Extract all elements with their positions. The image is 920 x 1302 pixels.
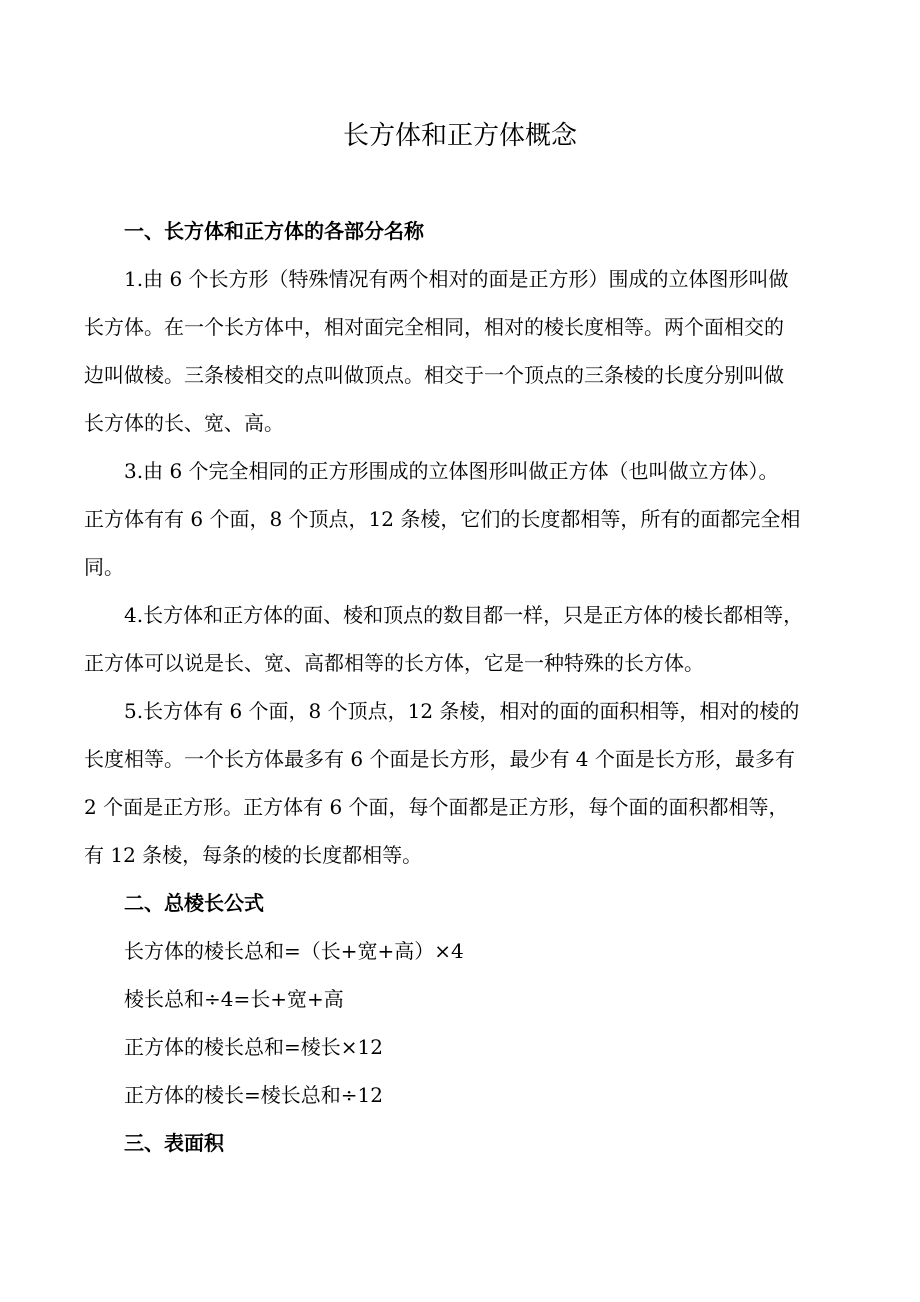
formula-cube-edge-sum: 正方体的棱长总和=棱长×12 [124,1035,383,1059]
section-heading-parts: 一、长方体和正方体的各部分名称 [124,219,424,243]
paragraph-1 [84,255,840,447]
paragraph-line: 长度相等。一个长方体最多有 6 个面是长方形，最少有 4 个面是长方形，最多有 [84,747,795,771]
section-heading-surface-area: 三、表面积 [124,1131,224,1155]
document-body [84,207,840,1167]
paragraph-4 [84,591,840,687]
paragraph-3 [84,447,840,591]
paragraph-line: 长方体。在一个长方体中，相对面完全相同，相对的棱长度相等。两个面相交的 [84,315,784,339]
paragraph-line: 3.由 6 个完全相同的正方形围成的立体图形叫做正方体（也叫做立方体）。 [124,459,779,483]
paragraph-line: 同。 [84,555,124,579]
paragraph-line: 正方体有有 6 个面，8 个顶点，12 条棱，它们的长度都相等，所有的面都完全相 [84,507,801,531]
section-heading-edge-formula: 二、总棱长公式 [124,891,264,915]
paragraph-line: 1.由 6 个长方形（特殊情况有两个相对的面是正方形）围成的立体图形叫做 [124,267,789,291]
paragraph-line: 正方体可以说是长、宽、高都相等的长方体，它是一种特殊的长方体。 [84,651,704,675]
paragraph-line: 2 个面是正方形。正方体有 6 个面，每个面都是正方形，每个面的面积都相等， [84,795,789,819]
paragraph-line: 5.长方体有 6 个面，8 个顶点，12 条棱，相对的面的面积相等，相对的棱的 [124,699,800,723]
paragraph-5 [84,687,840,879]
paragraph-line: 边叫做棱。三条棱相交的点叫做顶点。相交于一个顶点的三条棱的长度分别叫做 [84,363,784,387]
document-title: 长方体和正方体概念 [342,121,577,151]
paragraph-line: 有 12 条棱，每条的棱的长度都相等。 [84,843,423,867]
formula-cuboid-edge-sum: 长方体的棱长总和=（长+宽+高）×4 [124,939,464,963]
formula-cube-edge: 正方体的棱长=棱长总和÷12 [124,1083,383,1107]
formula-edge-sum-div-4: 棱长总和÷4=长+宽+高 [124,987,344,1011]
paragraph-line: 长方体的长、宽、高。 [84,411,284,435]
paragraph-line: 4.长方体和正方体的面、棱和顶点的数目都一样，只是正方体的棱长都相等， [124,603,804,627]
